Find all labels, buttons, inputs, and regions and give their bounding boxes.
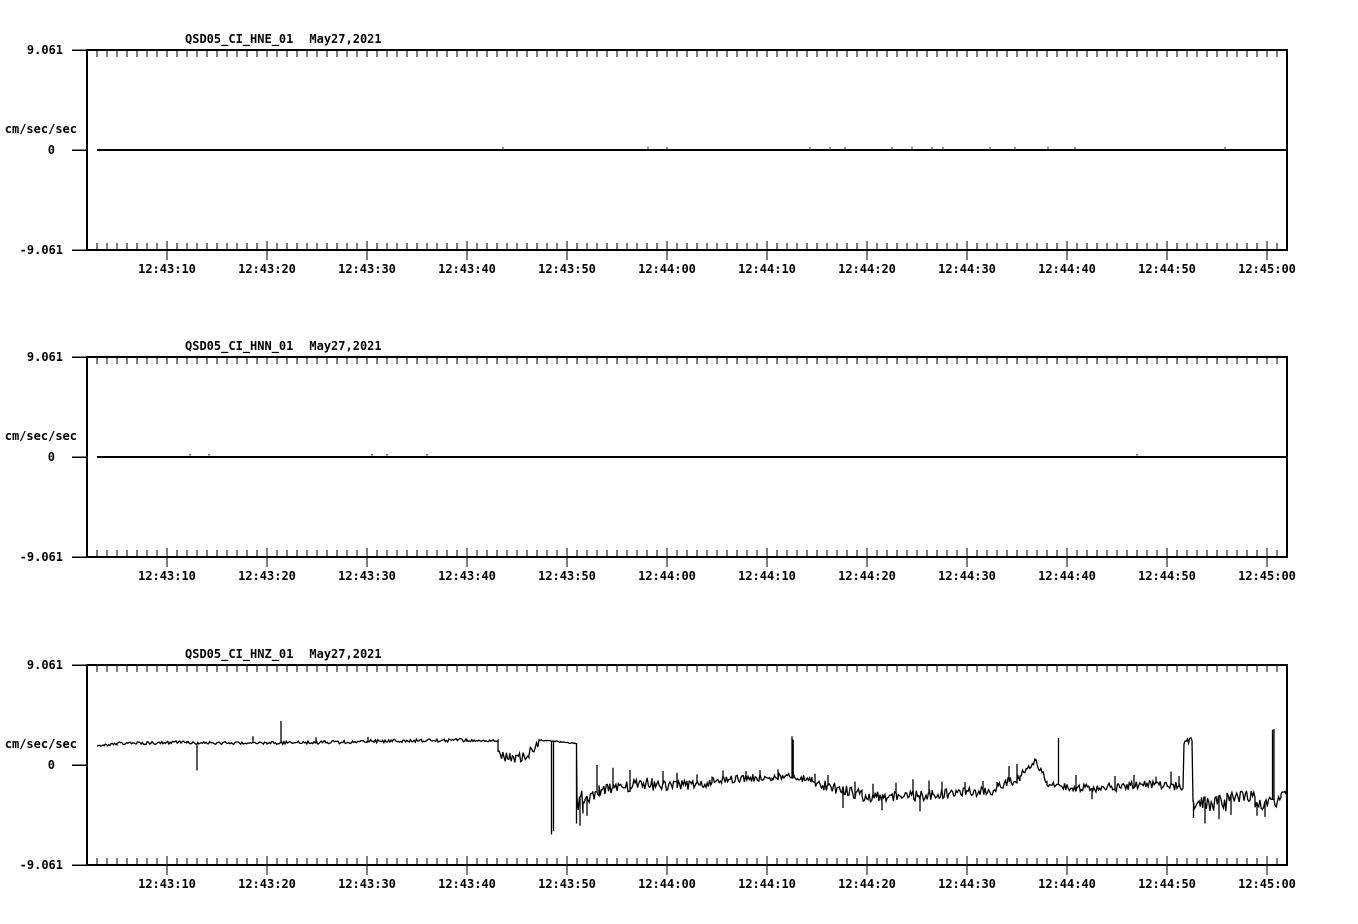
x-axis-tick-label: 12:43:10: [138, 877, 196, 891]
x-axis-tick-label: 12:43:40: [438, 262, 496, 276]
x-axis-tick-label: 12:44:40: [1038, 569, 1096, 583]
x-axis-tick-label: 12:44:10: [738, 262, 796, 276]
x-axis-tick-label: 12:43:50: [538, 262, 596, 276]
x-axis-tick-label: 12:44:30: [938, 877, 996, 891]
x-axis-tick-label: 12:45:00: [1238, 262, 1296, 276]
x-axis-tick-label: 12:44:50: [1138, 877, 1196, 891]
y-axis-min-label: -9.061: [19, 858, 63, 872]
seismogram-panel-hne: [0, 0, 1358, 280]
y-axis-unit-label: cm/sec/sec: [4, 429, 77, 443]
x-axis-tick-label: 12:43:40: [438, 877, 496, 891]
x-axis-tick-label: 12:43:10: [138, 262, 196, 276]
seismogram-panel-hnn: [0, 307, 1358, 587]
y-axis-min-label: -9.061: [19, 550, 63, 564]
x-axis-tick-label: 12:43:50: [538, 877, 596, 891]
x-axis-labels: [0, 569, 1358, 583]
station-channel-label: QSD05_CI_HNZ_01: [185, 647, 294, 661]
y-axis-zero-label: 0: [47, 143, 55, 157]
x-axis-tick-label: 12:43:20: [238, 569, 296, 583]
x-axis-tick-label: 12:43:20: [238, 877, 296, 891]
seismogram-panel-hnz: [0, 615, 1358, 895]
x-axis-tick-label: 12:44:20: [838, 877, 896, 891]
date-label: May27,2021: [309, 647, 382, 661]
x-axis-tick-label: 12:44:40: [1038, 877, 1096, 891]
x-axis-tick-label: 12:43:30: [338, 569, 396, 583]
x-axis-tick-label: 12:43:30: [338, 262, 396, 276]
x-axis-tick-label: 12:44:10: [738, 877, 796, 891]
x-axis-tick-label: 12:44:30: [938, 262, 996, 276]
station-channel-label: QSD05_CI_HNE_01: [185, 32, 294, 46]
y-axis-unit-label: cm/sec/sec: [4, 122, 77, 136]
x-axis-tick-label: 12:44:00: [638, 569, 696, 583]
x-axis-tick-label: 12:44:00: [638, 262, 696, 276]
x-axis-tick-label: 12:45:00: [1238, 877, 1296, 891]
x-axis-tick-label: 12:43:20: [238, 262, 296, 276]
x-axis-tick-label: 12:44:00: [638, 877, 696, 891]
y-axis-max-label: 9.061: [26, 658, 63, 672]
x-axis-tick-label: 12:43:30: [338, 877, 396, 891]
x-axis-labels: [0, 877, 1358, 891]
date-label: May27,2021: [309, 32, 382, 46]
chart-title: [185, 31, 382, 47]
x-axis-tick-label: 12:44:20: [838, 569, 896, 583]
date-label: May27,2021: [309, 339, 382, 353]
y-axis-max-label: 9.061: [26, 350, 63, 364]
chart-title: [185, 338, 382, 354]
x-axis-tick-label: 12:43:40: [438, 569, 496, 583]
x-axis-tick-label: 12:45:00: [1238, 569, 1296, 583]
y-axis-min-label: -9.061: [19, 243, 63, 257]
x-axis-tick-label: 12:43:10: [138, 569, 196, 583]
x-axis-labels: [0, 262, 1358, 276]
x-axis-tick-label: 12:44:40: [1038, 262, 1096, 276]
x-axis-tick-label: 12:44:50: [1138, 262, 1196, 276]
y-axis-unit-label: cm/sec/sec: [4, 737, 77, 751]
station-channel-label: QSD05_CI_HNN_01: [185, 339, 294, 353]
y-axis-max-label: 9.061: [26, 43, 63, 57]
x-axis-tick-label: 12:44:10: [738, 569, 796, 583]
y-axis-zero-label: 0: [47, 758, 55, 772]
chart-title: [185, 646, 382, 662]
x-axis-tick-label: 12:44:30: [938, 569, 996, 583]
x-axis-tick-label: 12:44:50: [1138, 569, 1196, 583]
y-axis-zero-label: 0: [47, 450, 55, 464]
x-axis-tick-label: 12:44:20: [838, 262, 896, 276]
x-axis-tick-label: 12:43:50: [538, 569, 596, 583]
